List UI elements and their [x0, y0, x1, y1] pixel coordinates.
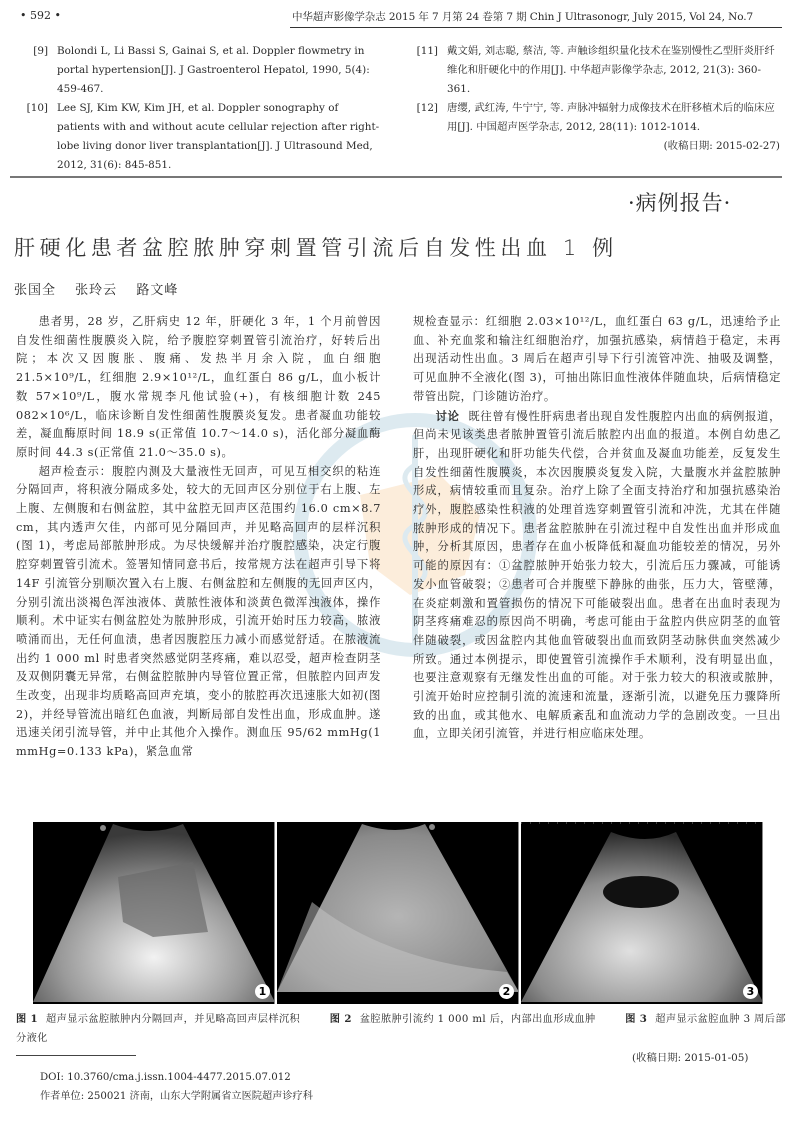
reference-number: [10]	[26, 102, 48, 114]
page-number: • 592 •	[20, 9, 61, 22]
figure-caption: 超声显示盆腔血肿 3 周后部分液化	[16, 1014, 786, 1044]
figure-label: 图 1	[16, 1013, 39, 1025]
reference-item	[402, 42, 780, 99]
discussion-label: 讨论	[435, 408, 460, 423]
paragraph-continuation: 规检查显示：红细胞 2.03×10¹²/L，血红蛋白 63 g/L，迅速给予止血、补充血浆和输注红细胞治疗，加强抗感染，病情趋于稳定，未再出现活动性出血。3 周后在超声引导下行引流管冲洗、抽吸及调整，可见血肿不全液化(图 3)，可抽出陈旧血性液体伴随血块，后病情稳定带管出院，门诊随访治疗。	[413, 315, 781, 403]
received-date: (收稿日期: 2015-01-05)	[632, 1052, 749, 1064]
column-label: ·病例报告·	[628, 191, 732, 215]
body-column-right	[413, 313, 781, 744]
reference-number: [9]	[33, 45, 48, 57]
reference-item	[12, 99, 382, 175]
discussion-text: 既往曾有慢性肝病患者出现自发性腹腔内出血的病例报道，但尚未见该类患者脓肿置管引流后脓腔内出血的报道。本例自幼患乙肝，出现肝硬化和肝功能失代偿，合并贫血及凝血功能差，反复发生自发性细菌性腹膜炎，本次因腹膜炎复发入院，大量腹水并盆腔脓肿形成，病情较重而且复杂。治疗上除了全面支持治疗和加强抗感染治疗外，腹腔感染性积液的处理首选穿刺置管引流和冲洗，尤其在伴随脓肿形成的情况下。患者盆腔脓肿在引流过程中自发性出血并形成血肿，分析其原因，患者存在血小板降低和凝血功能较差的情况，另外可能的原因有：①盆腔脓肿开始张力较大，引流后压力骤减，可能诱发小血管破裂；②患者可合并腹壁下静脉的曲张，压力大，管壁薄，在炎症刺激和置管损伤的情况下可能破裂出血。患者在出血时表现为阴茎疼痛难忍的原因尚不明确，考虑可能由于盆腔内供应阴茎的血管伴随破裂，或因盆腔内其他血管破裂出血而致阴茎动脉供血突然减少所致。通过本例提示，即使置管引流操作手术顺利，没有明显出血，也要注意观察有无继发性出血的可能。对于张力较大的积液或脓肿，引流开始时应控制引流的流速和流量，逐渐引流，以避免压力骤降所致的出血，或其他水、电解质紊乱和血流动力学的急剧改变。一旦出血，立即关闭引流管，并进行相应临床处理。	[413, 409, 781, 741]
section-divider	[10, 176, 782, 178]
reference-text: 戴文娟, 刘志聪, 蔡洁, 等. 声触诊组织量化技术在鉴别慢性乙型肝炎肝纤维化和肝硬化中的作用[J]. 中华超声影像学杂志, 2012, 21(3): 360-361.	[447, 45, 775, 95]
reference-text: Lee SJ, Kim KW, Kim JH, et al. Doppler sonography of patients with and without acute cellular rejection after right-lobe living donor liver transplantation[J]. J Ultrasound Med, 2012, 31(6): 845-851.	[57, 102, 380, 171]
references-right	[402, 42, 780, 156]
author: 张玲云	[75, 283, 118, 298]
paragraph-discussion	[413, 407, 781, 745]
references-left	[12, 42, 382, 175]
figure-label: 图 3	[625, 1013, 648, 1025]
reference-text: Bolondi L, Li Bassi S, Gainai S, et al. Doppler flowmetry in portal hypertension[J]. J Gastroenterol Hepatol, 1990, 5(4): 459-467.	[57, 45, 370, 95]
authors	[14, 279, 192, 298]
doi: DOI: 10.3760/cma.j.issn.1004-4477.2015.07.012	[40, 1072, 291, 1083]
article-title: 肝硬化患者盆腔脓肿穿刺置管引流后自发性出血 1 例	[14, 236, 618, 260]
footnotes	[40, 1068, 313, 1106]
author-affiliation: 作者单位: 250021 济南，山东大学附属省立医院超声诊疗科	[40, 1091, 313, 1102]
body-column-left	[16, 313, 381, 762]
figure-number-badge: 3	[743, 984, 758, 999]
figure-number-badge: 2	[499, 984, 514, 999]
author: 路文峰	[136, 283, 179, 298]
journal-header: 中华超声影像学杂志 2015 年 7 月第 24 卷第 7 期 Chin J Ultrasonogr, July 2015, Vol 24, No.7	[292, 11, 754, 23]
figure-1-ultrasound-image	[33, 822, 275, 1004]
figure-2-ultrasound-image	[277, 822, 519, 1004]
received-date: (收稿日期: 2015-02-27)	[663, 140, 780, 152]
author: 张国全	[14, 283, 57, 298]
header-rule	[290, 27, 782, 28]
reference-text: 唐缨, 武红涛, 牛宁宁, 等. 声脉冲辐射力成像技术在肝移植术后的临床应用[J]. 中国超声医学杂志, 2012, 28(11): 1012-1014.	[447, 102, 775, 133]
reference-item	[402, 99, 780, 137]
reference-number: [11]	[416, 45, 438, 57]
footnote-rule	[16, 1055, 136, 1056]
reference-number: [12]	[416, 102, 438, 114]
figure-caption: 超声显示盆腔脓肿内分隔回声，并见略高回声层样沉积	[46, 1014, 301, 1025]
figure-label: 图 2	[329, 1013, 352, 1025]
figure-panel	[33, 822, 763, 1004]
reference-item	[12, 42, 382, 99]
paragraph-ultrasound-findings: 超声检查示：腹腔内测及大量液性无回声，可见互相交织的粘连分隔回声，将积液分隔成多处，较大的无回声区分别位于右上腹、左上腹、左侧腹和右侧盆腔，其中盆腔无回声区范围约 16.0 cm×8.7 cm，其内透声欠佳，内部可见分隔回声，并见略高回声的层样沉积(图 1)，考虑局部脓肿形成。为尽快缓解并治疗腹腔感染，决定行腹腔穿刺置管引流术。签署知情同意书后，按常规方法在超声引导下将 14F 引流管分别顺次置入右上腹、右侧盆腔和左侧腹的无回声区内，分别引流出淡褐色浑浊液体、黄脓性液体和淡黄色微浑浊液体，操作顺利。术中证实右侧盆腔处为脓肿形成，引流开始时压力较高，脓液喷涌而出，无任何血渍，患者因腹腔压力减小而感觉舒适。在脓液流出约 1 000 ml 时患者突然感觉阴茎疼痛，难以忍受，超声检查阴茎及双侧阴囊无异常，右侧盆腔脓肿内导管位置正常，但脓腔内回声发生改变，出现非均质略高回声充填，变小的脓腔再次迅速胀大如初(图 2)，并经导管流出暗红色血液，判断局部自发性出血，形成血肿。遂迅速关闭引流导管，并中止其他介入操作。测血压 95/62 mmHg(1 mmHg=0.133 kPa)，紧急血常	[16, 464, 381, 759]
figure-3-ultrasound-image	[521, 822, 763, 1004]
figure-captions	[16, 1010, 786, 1048]
paragraph-case-history: 患者男，28 岁，乙肝病史 12 年，肝硬化 3 年，1 个月前曾因自发性细菌性腹膜炎入院，给予腹腔穿刺置管引流治疗，好转后出院；本次又因腹胀、腹痛、发热半月余入院，血白细胞 21.5×10⁹/L，红细胞 2.9×10¹²/L，血红蛋白 86 g/L，血小板计数 57×10⁹/L，腹水常规李凡他试验(+)，有核细胞计数 245 082×10⁶/L，临床诊断自发性细菌性腹膜炎复发。患者凝血功能较差，凝血酶原时间 18.9 s(正常值 10.7～14.0 s)，活化部分凝血酶原时间 44.3 s(正常值 21.0～35.0 s)。	[16, 315, 381, 459]
figure-caption: 盆腔脓肿引流约 1 000 ml 后，内部出血形成血肿	[359, 1014, 596, 1025]
figure-number-badge: 1	[255, 984, 270, 999]
